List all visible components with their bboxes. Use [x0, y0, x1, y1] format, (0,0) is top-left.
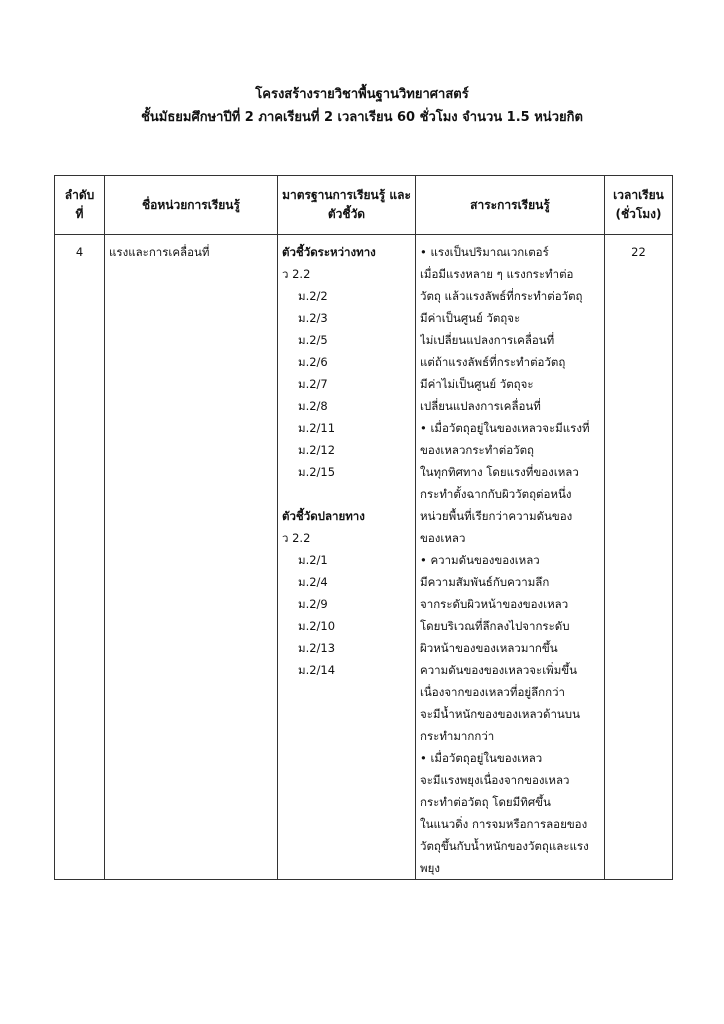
learning-content-list	[420, 241, 600, 879]
list-item: มีค่าไม่เป็นศูนย์ วัตถุจะ	[420, 377, 534, 391]
header-no: ลำดับ ที่	[55, 176, 105, 235]
list-item: จะมีน้ำหนักของของเหลวด้านบน	[420, 707, 580, 721]
list-item: ของเหลว	[420, 531, 466, 545]
list-item: ม.2/6	[298, 355, 328, 369]
list-item: เนื่องจากของเหลวที่อยู่ลึกกว่า	[420, 685, 565, 699]
final-indicator-list	[282, 549, 411, 681]
list-item: ม.2/11	[298, 421, 336, 435]
list-item: จะมีแรงพยุงเนื่องจากของเหลว	[420, 773, 570, 787]
list-item: โดยบริเวณที่ลึกลงไปจากระดับ	[420, 619, 570, 633]
list-item: ความดันของของเหลวจะเพิ่มขึ้น	[420, 663, 578, 677]
final-indicators-heading: ตัวชี้วัดปลายทาง	[282, 509, 365, 523]
list-item: แต่ถ้าแรงลัพธ์ที่กระทำต่อวัตถุ	[420, 355, 566, 369]
list-item: • ความดันของของเหลว	[420, 553, 540, 567]
list-item: จากระดับผิวหน้าของของเหลว	[420, 597, 569, 611]
list-item: วัตถุ แล้วแรงลัพธ์ที่กระทำต่อวัตถุ	[420, 289, 583, 303]
table-header-row	[55, 176, 673, 235]
document-title: โครงสร้างรายวิชาพื้นฐานวิทยาศาสตร์	[255, 87, 469, 102]
list-item: ของเหลวกระทำต่อวัตถุ	[420, 443, 535, 457]
interim-indicators-heading: ตัวชี้วัดระหว่างทาง	[282, 245, 376, 259]
list-item: มีค่าเป็นศูนย์ วัตถุจะ	[420, 311, 521, 325]
interim-indicator-list	[282, 285, 411, 483]
list-item: ในทุกทิศทาง โดยแรงที่ของเหลว	[420, 465, 579, 479]
list-item: ม.2/8	[298, 399, 328, 413]
header-time: เวลาเรียน (ชั่วโมง)	[605, 176, 673, 235]
list-item: ม.2/2	[298, 289, 328, 303]
list-item: กระทำตั้งฉากกับผิววัตถุต่อหนึ่ง	[420, 487, 572, 501]
list-item: มีความสัมพันธ์กับความลึก	[420, 575, 550, 589]
header-content: สาระการเรียนรู้	[416, 176, 605, 235]
list-item: ม.2/10	[298, 619, 336, 633]
header-standard: มาตรฐานการเรียนรู้ และตัวชี้วัด	[278, 176, 416, 235]
list-item: หน่วยพื้นที่เรียกว่าความดันของ	[420, 509, 573, 523]
list-item: • เมื่อวัตถุอยู่ในของเหลวจะมีแรงที่	[420, 421, 590, 435]
learning-content-cell	[416, 235, 605, 880]
list-item: ม.2/12	[298, 443, 336, 457]
study-hours: 22	[605, 235, 673, 880]
final-standard: ว 2.2	[282, 531, 311, 545]
unit-name: แรงและการเคลื่อนที่	[105, 235, 278, 880]
list-item: ไม่เปลี่ยนแปลงการเคลื่อนที่	[420, 333, 555, 347]
list-item: ม.2/5	[298, 333, 328, 347]
list-item: ม.2/7	[298, 377, 328, 391]
list-item: • แรงเป็นปริมาณเวกเตอร์	[420, 245, 549, 259]
list-item: ม.2/14	[298, 663, 336, 677]
row-number: 4	[55, 235, 105, 880]
list-item: กระทำต่อวัตถุ โดยมีทิศขึ้น	[420, 795, 551, 809]
list-item: ม.2/13	[298, 641, 336, 655]
list-item: ม.2/4	[298, 575, 328, 589]
list-item: เมื่อมีแรงหลาย ๆ แรงกระทำต่อ	[420, 267, 574, 281]
course-structure-table	[54, 175, 673, 880]
list-item: • เมื่อวัตถุอยู่ในของเหลว	[420, 751, 543, 765]
list-item: ในแนวดิ่ง การจมหรือการลอยของ	[420, 817, 588, 831]
list-item: กระทำมากกว่า	[420, 729, 495, 743]
interim-standard: ว 2.2	[282, 267, 311, 281]
list-item: ม.2/15	[298, 465, 336, 479]
list-item: ม.2/1	[298, 553, 328, 567]
list-item: ผิวหน้าของของเหลวมากขึ้น	[420, 641, 558, 655]
list-item: เปลี่ยนแปลงการเคลื่อนที่	[420, 399, 541, 413]
table-row	[55, 235, 673, 880]
list-item: วัตถุขึ้นกับน้ำหนักของวัตถุและแรง	[420, 839, 589, 853]
list-item: ม.2/9	[298, 597, 328, 611]
list-item: พยุง	[420, 861, 440, 875]
document-subtitle: ชั้นมัธยมศึกษาปีที่ 2 ภาคเรียนที่ 2 เวลาเรียน 60 ชั่วโมง จำนวน 1.5 หน่วยกิต	[141, 110, 583, 125]
standards-cell	[278, 235, 416, 880]
list-item: ม.2/3	[298, 311, 328, 325]
header-unit: ชื่อหน่วยการเรียนรู้	[105, 176, 278, 235]
